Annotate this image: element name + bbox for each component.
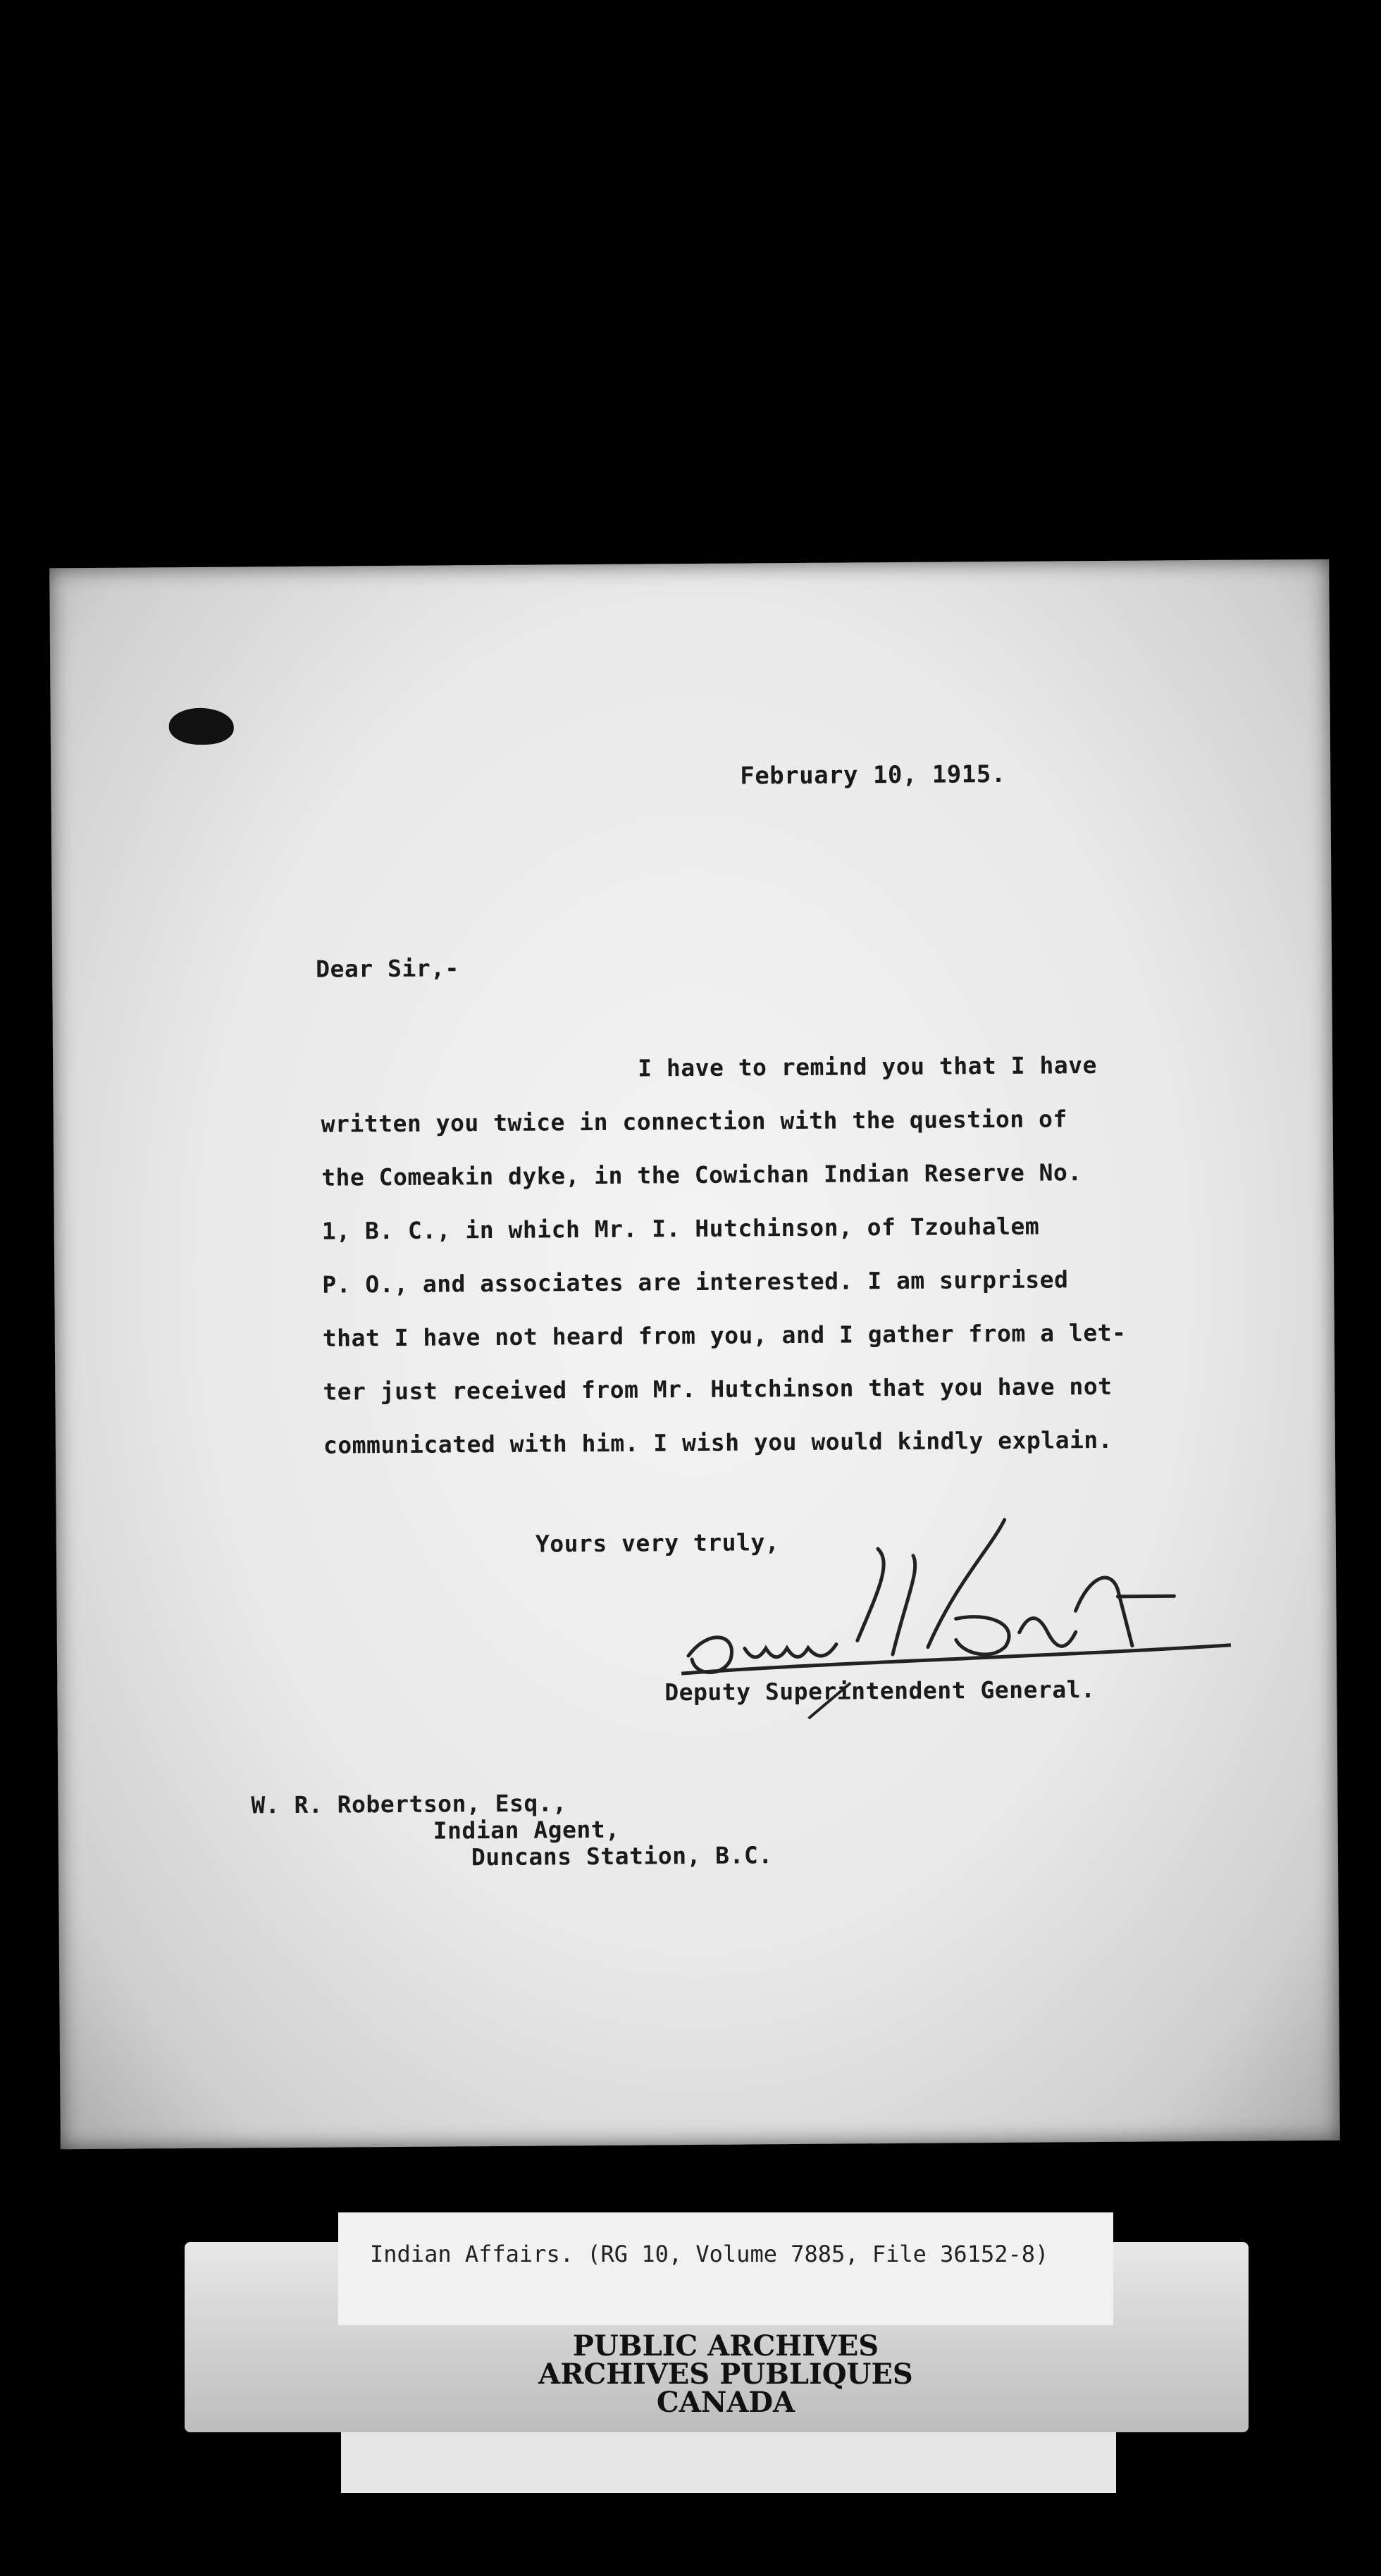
archive-stamp <box>338 2329 1113 2419</box>
body-line-7: ter just received from Mr. Hutchinson that you have not <box>323 1372 1113 1406</box>
salutation: Dear Sir,- <box>316 954 459 983</box>
body-line-2: written you twice in connection with the question of <box>321 1105 1067 1138</box>
archive-reference: Indian Affairs. (RG 10, Volume 7885, File 36152-8) <box>370 2241 1049 2267</box>
archive-label-card <box>338 2212 1113 2325</box>
addressee-position: Indian Agent, <box>433 1815 620 1845</box>
body-line-3: the Comeakin dyke, in the Cowichan Indian Reserve No. <box>321 1158 1082 1191</box>
addressee-name: W. R. Robertson, Esq., <box>251 1789 567 1819</box>
letter-page <box>49 559 1340 2150</box>
signer-title: Deputy Superintendent General. <box>664 1676 1096 1707</box>
stamp-line-3: CANADA <box>656 2386 795 2419</box>
closing: Yours very truly, <box>535 1528 780 1558</box>
ink-blot <box>169 708 234 745</box>
letter-date: February 10, 1915. <box>740 760 1006 791</box>
body-line-5: P. O., and associates are interested. I am surprised <box>322 1265 1069 1299</box>
body-line-4: 1, B. C., in which Mr. I. Hutchinson, of Tzouhalem <box>321 1212 1040 1245</box>
body-line-1: I have to remind you that I have <box>638 1051 1098 1082</box>
addressee-location: Duncans Station, B.C. <box>471 1841 773 1871</box>
stamp-line-1: PUBLIC ARCHIVES <box>572 2329 879 2363</box>
body-line-8: communicated with him. I wish you would kindly explain. <box>323 1425 1113 1459</box>
stamp-line-2: ARCHIVES PUBLIQUES <box>538 2358 913 2391</box>
body-line-6: that I have not heard from you, and I gather from a let- <box>322 1318 1127 1352</box>
archive-label-bottom <box>341 2432 1116 2493</box>
